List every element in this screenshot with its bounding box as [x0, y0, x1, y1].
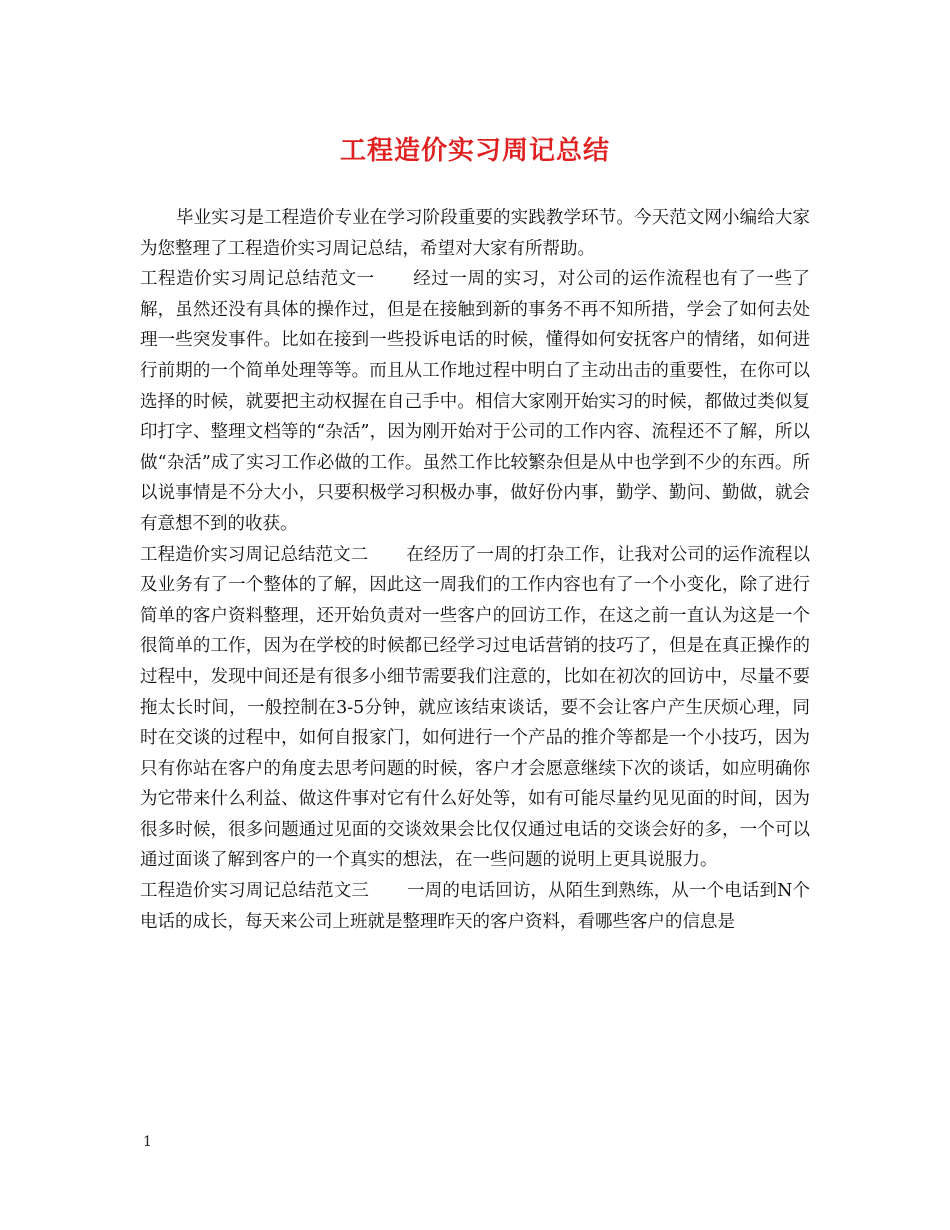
section-heading: 工程造价实习周记总结范文一 [140, 269, 375, 290]
section-text: 一周的电话回访，从陌生到熟练，从一个电话到N个电话的成长，每天来公司上班就是整理昨天的客户资料，看哪些客户的信息是 [140, 881, 811, 932]
section-paragraph [140, 876, 810, 937]
document-title: 工程造价实习周记总结 [339, 136, 610, 166]
section-heading: 工程造价实习周记总结范文三 [140, 881, 370, 902]
intro-paragraph: 毕业实习是工程造价专业在学习阶段重要的实践教学环节。今天范文网小编给大家为您整理了工程造价实习周记总结，希望对大家有所帮助。 [140, 208, 810, 259]
section-paragraph [140, 264, 810, 539]
section-text: 在经历了一周的打杂工作，让我对公司的运作流程以及业务有了一个整体的了解，因此这一周我们的工作内容也有了一个小变化，除了进行简单的客户资料整理，还开始负责对一些客户的回访工作，在这之前一直认为这是一个很简单的工作，因为在学校的时候都已经学习过电话营销的技巧了，但是在真正操作的过程中，发现中间还是有很多小细节需要我们注意的，比如在初次的回访中，尽量不要拖太长时间，一般控制在3-5分钟，就应该结束谈话，要不会让客户产生厌烦心理，同时在交谈的过程中，如何自报家门，如何进行一个产品的推介等都是一个小技巧，因为只有你站在客户的角度去思考问题的时候，客户才会愿意继续下次的谈话，如应明确你为它带来什么利益、做这件事对它有什么好处等，如有可能尽量约见见面的时间，因为很多时候，很多问题通过见面的交谈效果会比仅仅通过电话的交谈会好的多，一个可以通过面谈了解到客户的一个真实的想法，在一些问题的说明上更具说服力。 [140, 544, 811, 871]
section-text: 经过一周的实习，对公司的运作流程也有了一些了解，虽然还没有具体的操作过，但是在接触到新的事务不再不知所措，学会了如何去处理一些突发事件。比如在接到一些投诉电话的时候，懂得如何安抚客户的情绪，如何进行前期的一个简单处理等等。而且从工作地过程中明白了主动出击的重要性，在你可以选择的时候，就要把主动权握在自己手中。相信大家刚开始实习的时候，都做过类似复印打字、整理文档等的“杂活”，因为刚开始对于公司的工作内容、流程还不了解，所以做“杂活”成了实习工作必做的工作。虽然工作比较繁杂但是从中也学到不少的东西。所以说事情是不分大小，只要积极学习积极办事，做好份内事，勤学、勤问、勤做，就会有意想不到的收获。 [140, 269, 811, 534]
section-paragraph [140, 540, 810, 877]
page-number: 1 [143, 1134, 152, 1150]
document-body [140, 203, 810, 937]
section-heading: 工程造价实习周记总结范文二 [140, 544, 369, 565]
